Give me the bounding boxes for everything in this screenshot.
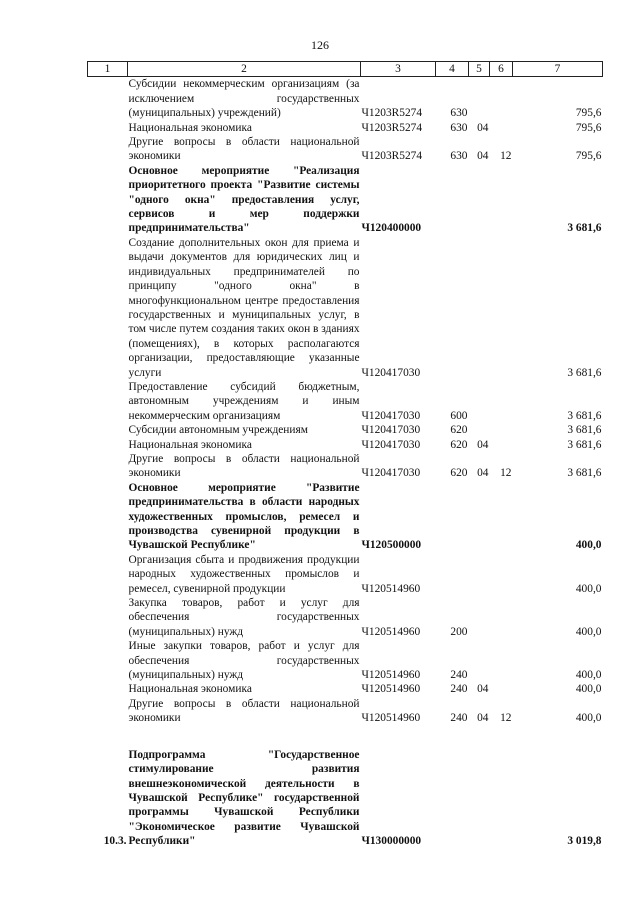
row-index [88,639,128,682]
row-index [88,682,128,696]
row-subsection [490,682,513,696]
row-amount: 3 681,6 [567,409,602,422]
row-subsection [490,236,513,380]
row-code: Ч120417030 [361,409,421,422]
row-name: Создание дополнительных окон для приема и выдачи документов для юридических лиц и индивидуальных предпринимателей по принципу "одного окна" в многофункциональном центре предоставления государственных и муниципальных услуг, в том числе путем создания таких окон в зданиях (помещениях), в которых располагаются организации, предоставляющие указанные услуги [128,236,360,379]
row-code: Ч120417030 [361,366,421,379]
row-name: Подпрограмма "Государственное стимулирование развития внешнеэкономической деятельности в Чувашской Республике" государственной программы Чувашской Республики "Экономическое развитие Чувашской Республики" [128,748,360,848]
row-code: Ч120417030 [361,438,421,451]
row-section: 04 [477,150,489,163]
row-code: Ч1203R5274 [361,150,423,163]
row-amount: 400,0 [575,669,602,682]
row-name: Другие вопросы в области национальной экономики [128,697,360,725]
row-subsection [490,380,513,423]
row-index [88,121,128,135]
row-name: Закупка товаров, работ и услуг для обеспечения государственных (муниципальных) нужд [128,597,360,638]
header-cell: 1 [88,62,128,77]
table-row [88,423,603,437]
table-row [88,639,603,682]
row-name: Национальная экономика [128,683,252,696]
row-amount: 3 681,6 [567,438,602,451]
table-row [88,121,603,135]
row-code: Ч120417030 [361,467,421,480]
row-expense-type [436,748,469,849]
row-section [469,164,490,236]
table-row [88,77,603,121]
row-index [88,596,128,639]
header-cell: 6 [490,62,513,77]
row-index [88,481,128,553]
row-subsection [490,121,513,135]
row-code: Ч120514960 [361,712,421,725]
row-section [469,553,490,596]
row-section [469,380,490,423]
table-row [88,553,603,596]
table-row [88,452,603,481]
table-header-row [88,62,603,77]
row-expense-type: 620 [450,467,468,480]
row-subsection [490,748,513,849]
row-name: Основное мероприятие "Развитие предпринимательства в области народных художественных промыслов, ремесел и производства сувенирной продукции в Чувашской Республике" [128,481,360,552]
row-amount: 3 681,6 [567,366,602,379]
row-section [469,481,490,553]
row-amount: 3 681,6 [567,424,602,437]
row-subsection: 12 [500,712,512,725]
row-expense-type: 630 [450,150,468,163]
row-name: Национальная экономика [128,121,252,134]
row-amount: 795,6 [575,150,602,163]
row-subsection [490,596,513,639]
row-subsection [490,553,513,596]
row-code: Ч120400000 [361,222,422,235]
row-amount: 400,0 [575,625,602,638]
row-code: Ч1203R5274 [361,107,423,120]
table-row [88,164,603,236]
row-section [469,423,490,437]
row-expense-type: 600 [450,409,468,422]
row-name: Иные закупки товаров, работ и услуг для обеспечения государственных (муниципальных) нужд [128,640,360,682]
row-section [469,77,490,121]
header-cell: 4 [436,62,469,77]
row-code: Ч120500000 [361,539,422,552]
row-expense-type: 620 [450,438,468,451]
row-expense-type: 620 [450,424,468,437]
row-expense-type [436,236,469,380]
row-expense-type [436,553,469,596]
row-amount: 3 681,6 [567,467,602,480]
row-expense-type: 200 [450,625,468,638]
row-section: 04 [477,438,489,451]
row-subsection [490,438,513,452]
row-index [88,553,128,596]
row-amount: 3 681,6 [567,222,602,235]
row-expense-type: 630 [450,121,468,134]
table-row [88,481,603,553]
row-subsection [490,481,513,553]
budget-table [87,61,603,849]
row-index [88,697,128,726]
row-subsection: 12 [500,467,512,480]
row-amount: 400,0 [575,539,602,552]
row-expense-type [436,481,469,553]
row-index [88,438,128,452]
row-name: Субсидии автономным учреждениям [128,424,308,437]
table-row [88,697,603,726]
row-subsection [490,77,513,121]
row-index [88,452,128,481]
spacer-cell [88,726,603,748]
row-expense-type: 630 [450,107,468,120]
row-expense-type: 240 [450,669,468,682]
row-index [88,380,128,423]
row-name: Другие вопросы в области национальной экономики [128,452,360,480]
row-section [469,236,490,380]
row-code: Ч120514960 [361,669,421,682]
row-name: Предоставление субсидий бюджетным, автономным учреждениям и иным некоммерческим организациям [128,380,360,422]
header-cell: 5 [469,62,490,77]
row-name: Основное мероприятие "Реализация приоритетного проекта "Развитие системы "одного окна" предоставления услуг, сервисов и мер поддержки предпринимательства" [128,164,360,235]
row-amount: 400,0 [575,712,602,725]
row-name: Национальная экономика [128,438,252,451]
row-amount: 400,0 [575,683,602,696]
row-section [469,596,490,639]
row-subsection [490,164,513,236]
row-index [88,77,128,121]
table-row [88,596,603,639]
row-amount: 795,6 [575,121,602,134]
row-expense-type: 240 [450,712,468,725]
row-name: Субсидии некоммерческим организациям (за исключением государственных (муниципальных) учреждений) [128,78,360,120]
row-index: 10.3. [103,835,127,848]
row-section [469,748,490,849]
row-section: 04 [477,467,489,480]
row-expense-type: 240 [450,683,468,696]
table-row [88,236,603,380]
row-amount: 3 019,8 [567,835,602,848]
row-expense-type [436,164,469,236]
row-section: 04 [477,712,489,725]
row-code: Ч120514960 [361,683,421,696]
row-amount: 795,6 [575,107,602,120]
row-index [88,135,128,164]
row-index [88,423,128,437]
row-subsection: 12 [500,150,512,163]
table-row [88,438,603,452]
row-subsection [490,423,513,437]
header-cell: 7 [513,62,603,77]
row-section: 04 [477,683,489,696]
page-number: 126 [311,38,329,52]
table-row [88,380,603,423]
row-code: Ч130000000 [361,835,422,848]
table-spacer-row [88,726,603,748]
row-code: Ч120514960 [361,582,421,595]
row-index [88,236,128,380]
table-body [88,77,603,849]
row-name: Другие вопросы в области национальной экономики [128,136,360,163]
row-code: Ч120514960 [361,625,421,638]
table-row [88,135,603,164]
row-index [88,164,128,236]
table-row [88,682,603,696]
header-cell: 3 [361,62,436,77]
row-code: Ч120417030 [361,424,421,437]
row-section: 04 [477,121,489,134]
row-code: Ч1203R5274 [361,121,423,134]
row-name: Организация сбыта и продвижения продукции народных художественных промыслов и ремесел, сувенирной продукции [128,553,360,595]
row-amount: 400,0 [575,582,602,595]
row-subsection [490,639,513,682]
row-section [469,639,490,682]
table-row [88,748,603,849]
header-cell: 2 [128,62,361,77]
